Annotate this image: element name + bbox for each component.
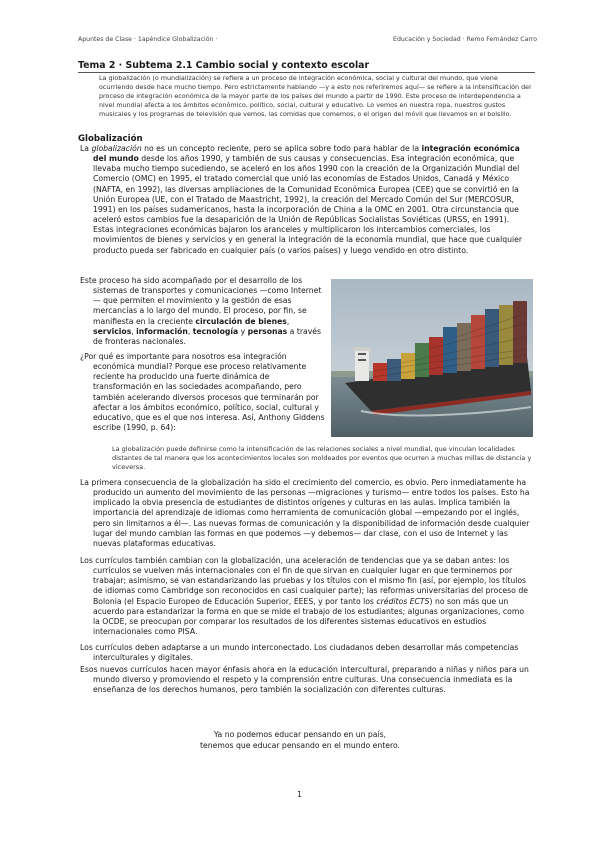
- italic-term: créditos ECTS: [376, 596, 430, 606]
- section-heading: Globalización: [78, 134, 143, 144]
- paragraph-2: Este proceso ha sido acompañado por el desarrollo de los sistemas de transportes y comunicaciones —como Internet— que permiten el movimiento y la gestión de esas mercancías a lo largo del mundo. El proceso, por fin, se manifiesta en la creciente circulación de bienes, servicios, información, tecnología y personas a través de fronteras nacionales.: [80, 276, 322, 346]
- bold-phrase: integración económica del mundo: [93, 144, 520, 164]
- paragraph-5: Los currículos también cambian con la globalización, una aceleración de tendencias que ya se daban antes: los currículos se vuelven más internacionales con el fin de que sirvan en cualquier lugar en que terminemos por trabajar; asimismo, se van estandarizando las pruebas y los títulos con el mismo fin (así, por ejemplo, los títulos de idiomas como Cambridge son reconocidos en casi cualquier parte); las reformas universitarias del proceso de Bolonia (el Espacio Europeo de Educación Superior, EEES, y por tanto los créditos ECTS) no son más que un acuerdo para estandarizar la forma en que se mide el trabajo de los estudiantes; algunas organizaciones, como la OCDE, se preocupan por comparar los resultados de los diferentes sistemas educativos en estudios internacionales como PISA.: [80, 556, 528, 637]
- running-header-left: Apuntes de Clase · 1apéndice Globalización ·: [78, 36, 218, 43]
- page-title: Tema 2 · Subtema 2.1 Cambio social y contexto escolar: [78, 60, 535, 73]
- giddens-quote: La globalización puede definirse como la intensificación de las relaciones sociales a nivel mundial, que vinculan localidades distantes de tal manera que los acontecimientos locales son moldeados por eventos que ocurren a muchas millas de distancia y viceversa.: [112, 445, 532, 472]
- closing-line-2: tenemos que educar pensando en el mundo entero.: [200, 741, 400, 750]
- abstract-paragraph: La globalización (o mundialización) se refiere a un proceso de integración económica, social y cultural del mundo, que viene ocurriendo desde hace mucho tiempo. Pero estrictamente hablando —y a esto nos referiremos aquí— se refiere a la intensificación del proceso de integración económica de la mayor parte de los países del mundo a partir de 1990. Este proceso de interdependencia a nivel mundial afecta a los ámbitos económico, político, social, cultural y educativo. Lo vemos en nuestra ropa, nuestros gustos musicales y los programas de televisión que vemos, las comidas que comemos, o el origen del móvil que llevamos en el bolsillo.: [99, 74, 531, 119]
- paragraph-3: ¿Por qué es importante para nosotros esa integración económica mundial? Porque ese proceso relativamente reciente ha producido una fuerte dinámica de transformación en las sociedades acompañando, pero también acelerando diversos procesos que terminarán por afectar a los ámbitos económico, político, social, cultural y educativo, que es el que nos interesa. Así, Anthony Giddens escribe (1990, p. 64):: [80, 352, 325, 433]
- paragraph-4: La primera consecuencia de la globalización ha sido el crecimiento del comercio, es obvio. Pero inmediatamente ha producido un aumento del movimiento de las personas —migraciones y turismo— entre todos los países. Esto ha implicado la obvia presencia de estudiantes de distintos orígenes y culturas en las aulas. Implica también la importancia del aprendizaje de idiomas como herramienta de comunicación global —empezando por el inglés, pero sin limitarnos a él—. Las nuevas formas de comunicación y la disponibilidad de información desde cualquier lugar del mundo cambian las formas en que podemos —y debemos— dar clase, con el uso de Internet y las nuevas plataformas educativas.: [80, 478, 530, 548]
- paragraph-6: Los currículos deben adaptarse a un mundo interconectado. Los ciudadanos deben desarrollar más competencias interculturales y digitales.: [80, 643, 519, 663]
- running-header-right: Educación y Sociedad · Remo Fernández Carro: [393, 36, 537, 43]
- page-number: 1: [297, 790, 302, 799]
- container-ship-image: [331, 279, 533, 437]
- closing-statement: [150, 729, 450, 751]
- closing-line-1: Ya no podemos educar pensando en un país,: [213, 730, 387, 739]
- term-globalizacion: globalización: [91, 144, 142, 153]
- paragraph-1: La globalización no es un concepto reciente, pero se aplica sobre todo para hablar de la integración económica del mundo desde los años 1990, y también de sus causas y consecuencias. Esa integración económica, que llevaba mucho tiempo sucediendo, se aceleró en los años 1990 con la creación de la Organización Mundial del Comercio (OMC) en 1995, el tratado comercial que unió las economías de Estados Unidos, Canadá y México (NAFTA, en 1992), las diversas ampliaciones de la Comunidad Económica Europea (CEE) que se convirtió en la Unión Europea (UE, con el Tratado de Maastricht, 1992), la creación del Mercado Común del Sur (MERCOSUR, 1991) en los países sudamericanos, hasta la incorporación de China a la OMC en 2001. Otra circunstancia que aceleró estos cambios fue la desaparición de la Unión de Repúblicas Socialistas Soviéticas (URSS, en 1991). Estas integraciones económicas bajaron los aranceles y multiplicaron los intercambios comerciales, los movimientos de bienes y servicios y en general la integración de la economía mundial, que hace que cualquier producto pueda ser fabricado en cualquier país (o varios países) y luego vendido en otro distinto.: [80, 144, 522, 255]
- paragraph-7: Esos nuevos currículos hacen mayor énfasis ahora en la educación intercultural, preparando a niñas y niños para un mundo diverso y promoviendo el respeto y la comprensión entre culturas. Una consecuencia inmediata es la enseñanza de los derechos humanos, pero también la socialización con diferentes culturas.: [80, 665, 529, 695]
